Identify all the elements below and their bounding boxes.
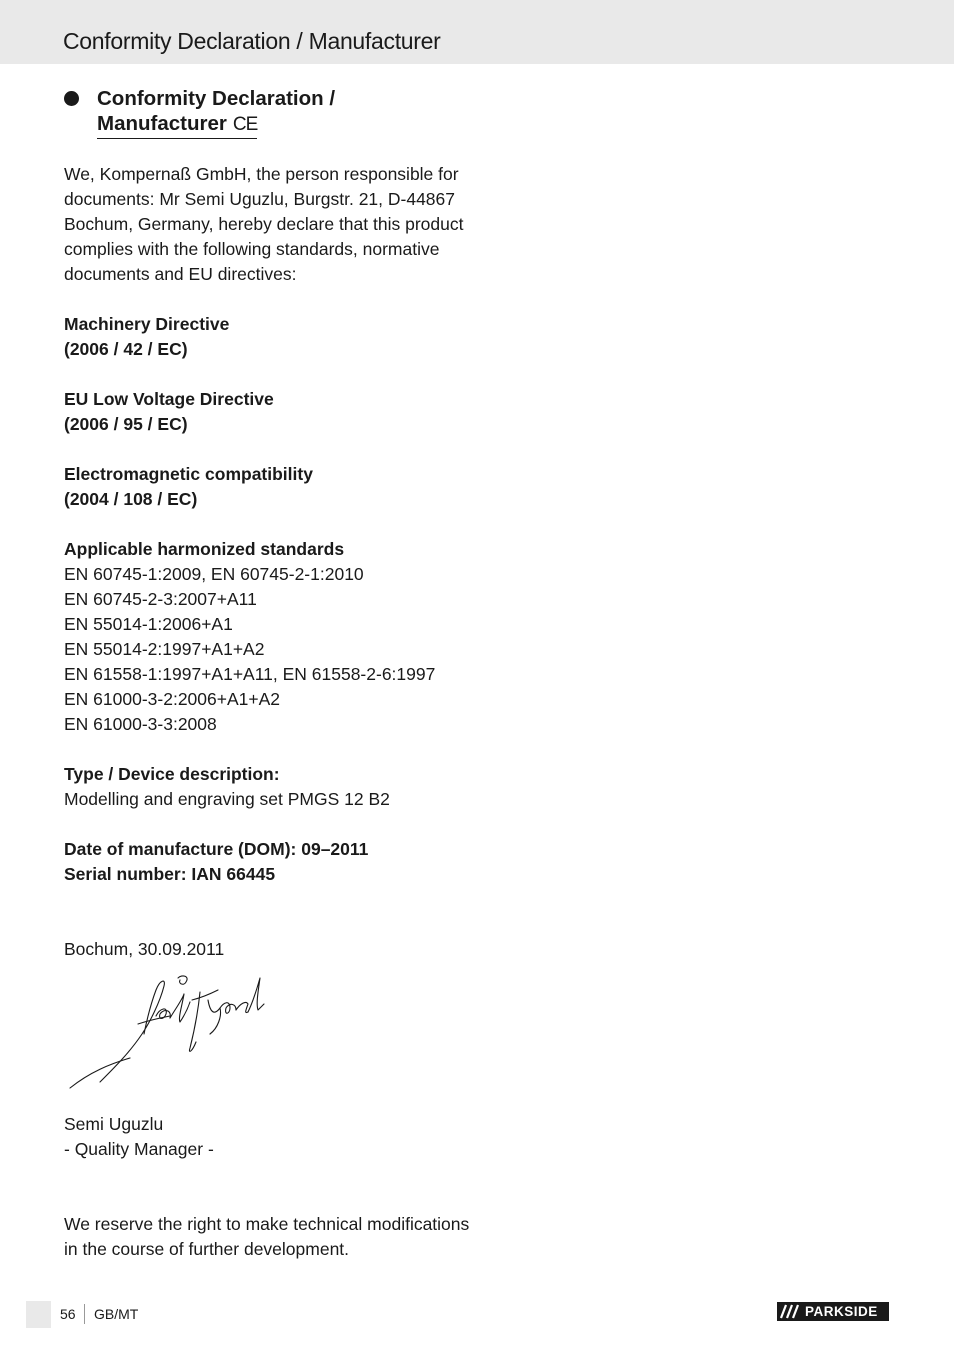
page-title: Conformity Declaration / Manufacturer <box>63 28 441 54</box>
signer-name: Semi Uguzlu <box>64 1114 164 1134</box>
standard-item: EN 61000-3-3:2008 <box>64 714 217 734</box>
footer-divider <box>84 1304 85 1324</box>
footer-marker <box>26 1301 51 1328</box>
standard-item: EN 61000-3-2:2006+A1+A2 <box>64 689 280 709</box>
standard-item: EN 60745-1:2009, EN 60745-2-1:2010 <box>64 564 364 584</box>
directive-emc <box>64 462 474 512</box>
directive-name: EU Low Voltage Directive <box>64 389 274 409</box>
standard-item: EN 55014-1:2006+A1 <box>64 614 233 634</box>
serial-number: Serial number: IAN 66445 <box>64 864 276 884</box>
directive-low-voltage <box>64 387 474 437</box>
directive-name: Electromagnetic compatibility <box>64 464 313 484</box>
brand-name: PARKSIDE <box>805 1304 878 1319</box>
heading-line-2 <box>97 111 257 139</box>
intro-paragraph: We, Kompernaß GmbH, the person responsible for documents: Mr Semi Uguzlu, Burgstr. 21, D-44867 Bochum, Germany, hereby declare that this product complies with the following standards, normative documents and EU directives: <box>64 164 464 284</box>
standards-block <box>64 537 474 737</box>
device-block <box>64 762 474 812</box>
standard-item: EN 55014-2:1997+A1+A2 <box>64 639 265 659</box>
device-description: Modelling and engraving set PMGS 12 B2 <box>64 789 390 809</box>
bullet-icon <box>64 91 79 106</box>
reserve-note: We reserve the right to make technical modifications in the course of further development. <box>64 1214 470 1259</box>
directive-name: Machinery Directive <box>64 314 230 334</box>
heading-line-1: Conformity Declaration / <box>97 87 336 110</box>
directive-code: (2006 / 95 / EC) <box>64 414 188 434</box>
standard-item: EN 60745-2-3:2007+A11 <box>64 589 257 609</box>
signature-image <box>60 972 270 1090</box>
directive-machinery <box>64 312 474 362</box>
page-number: 56 <box>60 1306 76 1322</box>
standard-item: EN 61558-1:1997+A1+A11, EN 61558-2-6:1997 <box>64 664 436 684</box>
logo-stripes-icon <box>777 1302 803 1321</box>
manufacture-block <box>64 837 474 887</box>
standards-heading: Applicable harmonized standards <box>64 539 345 559</box>
heading-line-2-text: Manufacturer <box>97 112 227 135</box>
signer-block <box>64 1112 214 1162</box>
manufacture-date: Date of manufacture (DOM): 09–2011 <box>64 839 369 859</box>
signer-role: - Quality Manager - <box>64 1139 214 1159</box>
ce-mark-icon: CE <box>232 114 258 135</box>
directive-code: (2004 / 108 / EC) <box>64 489 198 509</box>
declaration-body <box>64 162 474 887</box>
language-code: GB/MT <box>94 1306 139 1322</box>
device-heading: Type / Device description: <box>64 764 280 784</box>
place-date: Bochum, 30.09.2011 <box>64 939 225 959</box>
directive-code: (2006 / 42 / EC) <box>64 339 188 359</box>
parkside-logo <box>777 1302 889 1321</box>
section-heading <box>64 86 484 139</box>
